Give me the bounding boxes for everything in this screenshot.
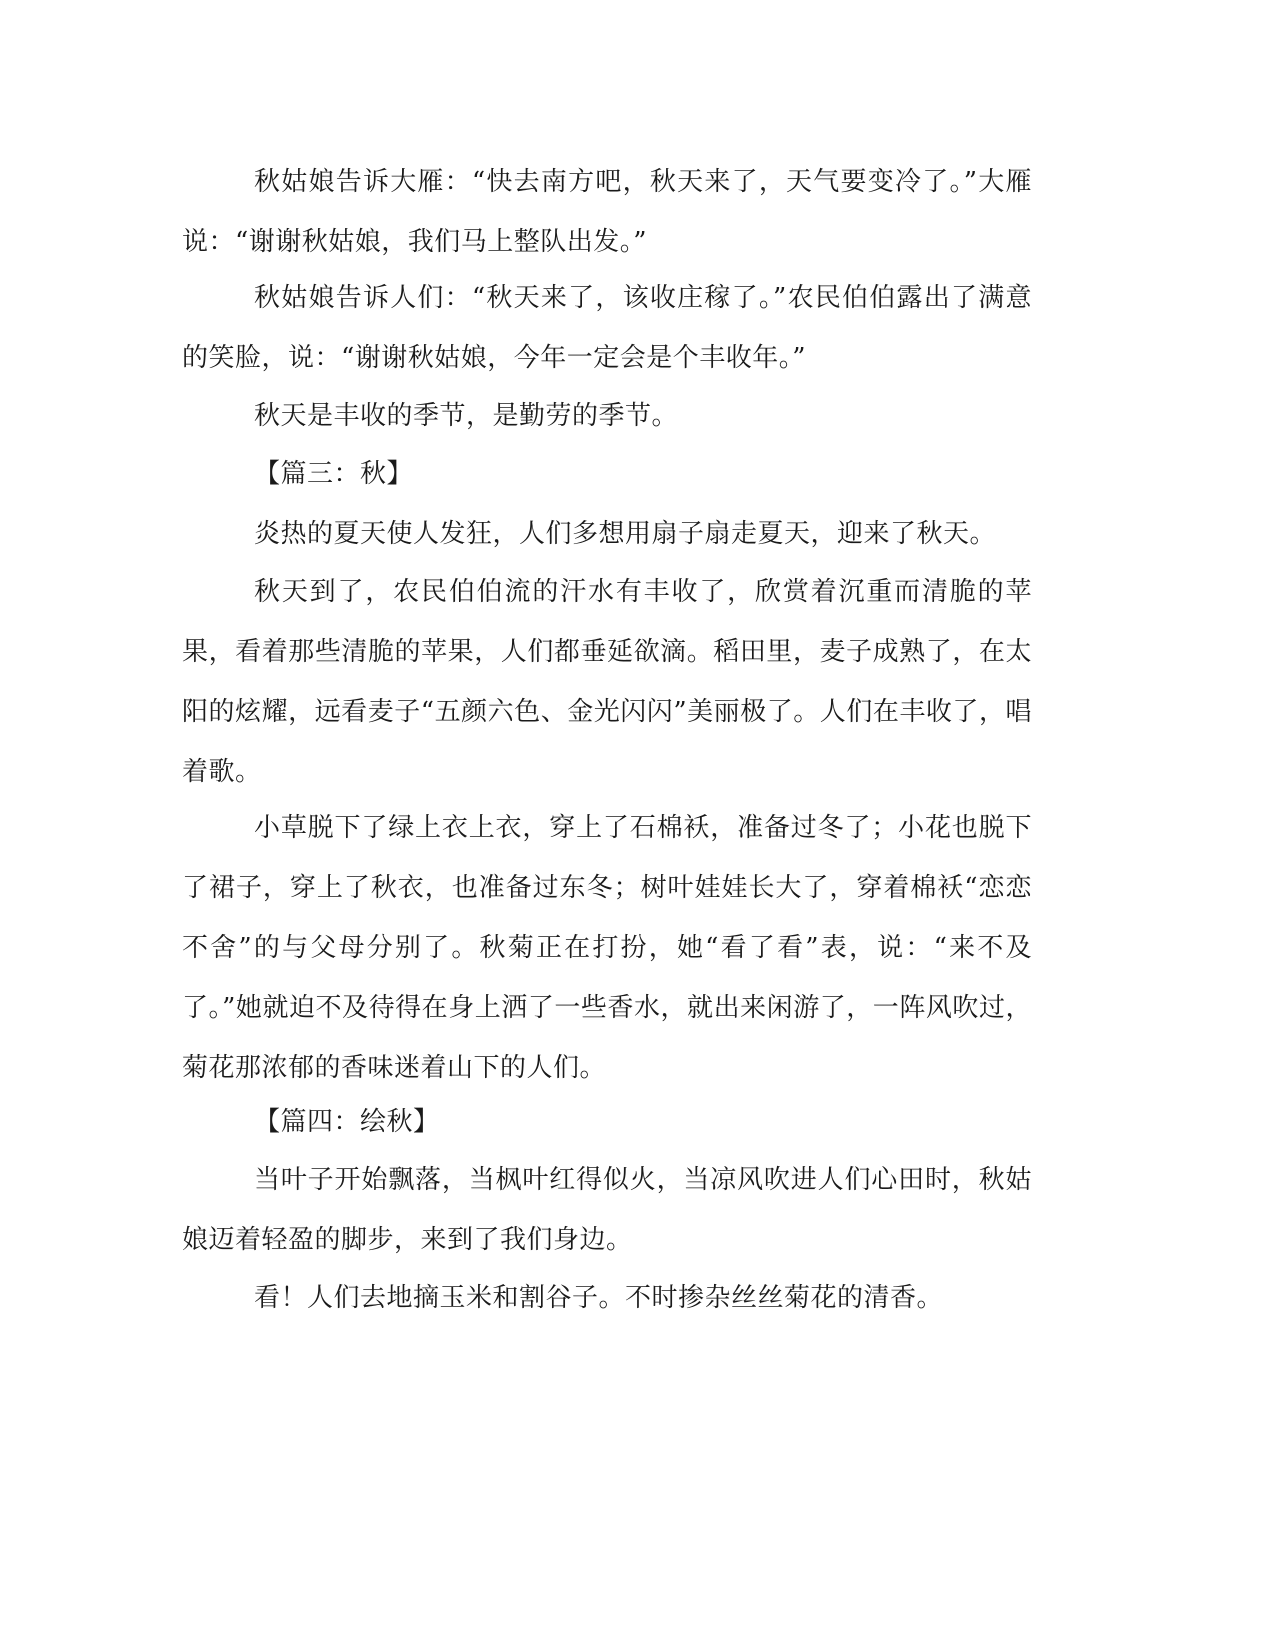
- paragraph-wild-geese: 秋姑娘告诉大雁：“快去南方吧，秋天来了，天气要变冷了。”大雁说：“谢谢秋姑娘，我们马上整队出发。”: [182, 167, 1032, 257]
- section-heading-part-four: 【篇四：绘秋】: [254, 1107, 440, 1137]
- paragraph-farmers: 秋姑娘告诉人们：“秋天来了，该收庄稼了。”农民伯伯露出了满意的笑脸，说：“谢谢秋姑娘，今年一定会是个丰收年。”: [182, 283, 1032, 373]
- paragraph-corn-and-millet: 看！人们去地摘玉米和割谷子。不时掺杂丝丝菊花的清香。: [254, 1283, 944, 1313]
- paragraph-hot-summer: 炎热的夏天使人发狂，人们多想用扇子扇走夏天，迎来了秋天。: [254, 519, 997, 549]
- paragraph-leaves-falling: 当叶子开始飘落，当枫叶红得似火，当凉风吹进人们心田时，秋姑娘迈着轻盈的脚步，来到了我们身边。: [182, 1165, 1032, 1255]
- paragraph-grass-and-flowers: 小草脱下了绿上衣上衣，穿上了石棉袄，准备过冬了；小花也脱下了裙子，穿上了秋衣，也准备过东冬；树叶娃娃长大了，穿着棉袄“恋恋不舍”的与父母分别了。秋菊正在打扮，她“看了看”表，说：“来不及了。”她就迫不及待得在身上洒了一些香水，就出来闲游了，一阵风吹过，菊花那浓郁的香味迷着山下的人们。: [182, 813, 1032, 1083]
- section-heading-part-three: 【篇三：秋】: [254, 459, 414, 489]
- paragraph-autumn-arrives: 秋天到了，农民伯伯流的汗水有丰收了，欣赏着沉重而清脆的苹果，看着那些清脆的苹果，人们都垂延欲滴。稻田里，麦子成熟了，在太阳的炫耀，远看麦子“五颜六色、金光闪闪”美丽极了。人们在丰收了，唱着歌。: [182, 577, 1032, 787]
- paragraph-harvest-season: 秋天是丰收的季节，是勤劳的季节。: [254, 401, 679, 431]
